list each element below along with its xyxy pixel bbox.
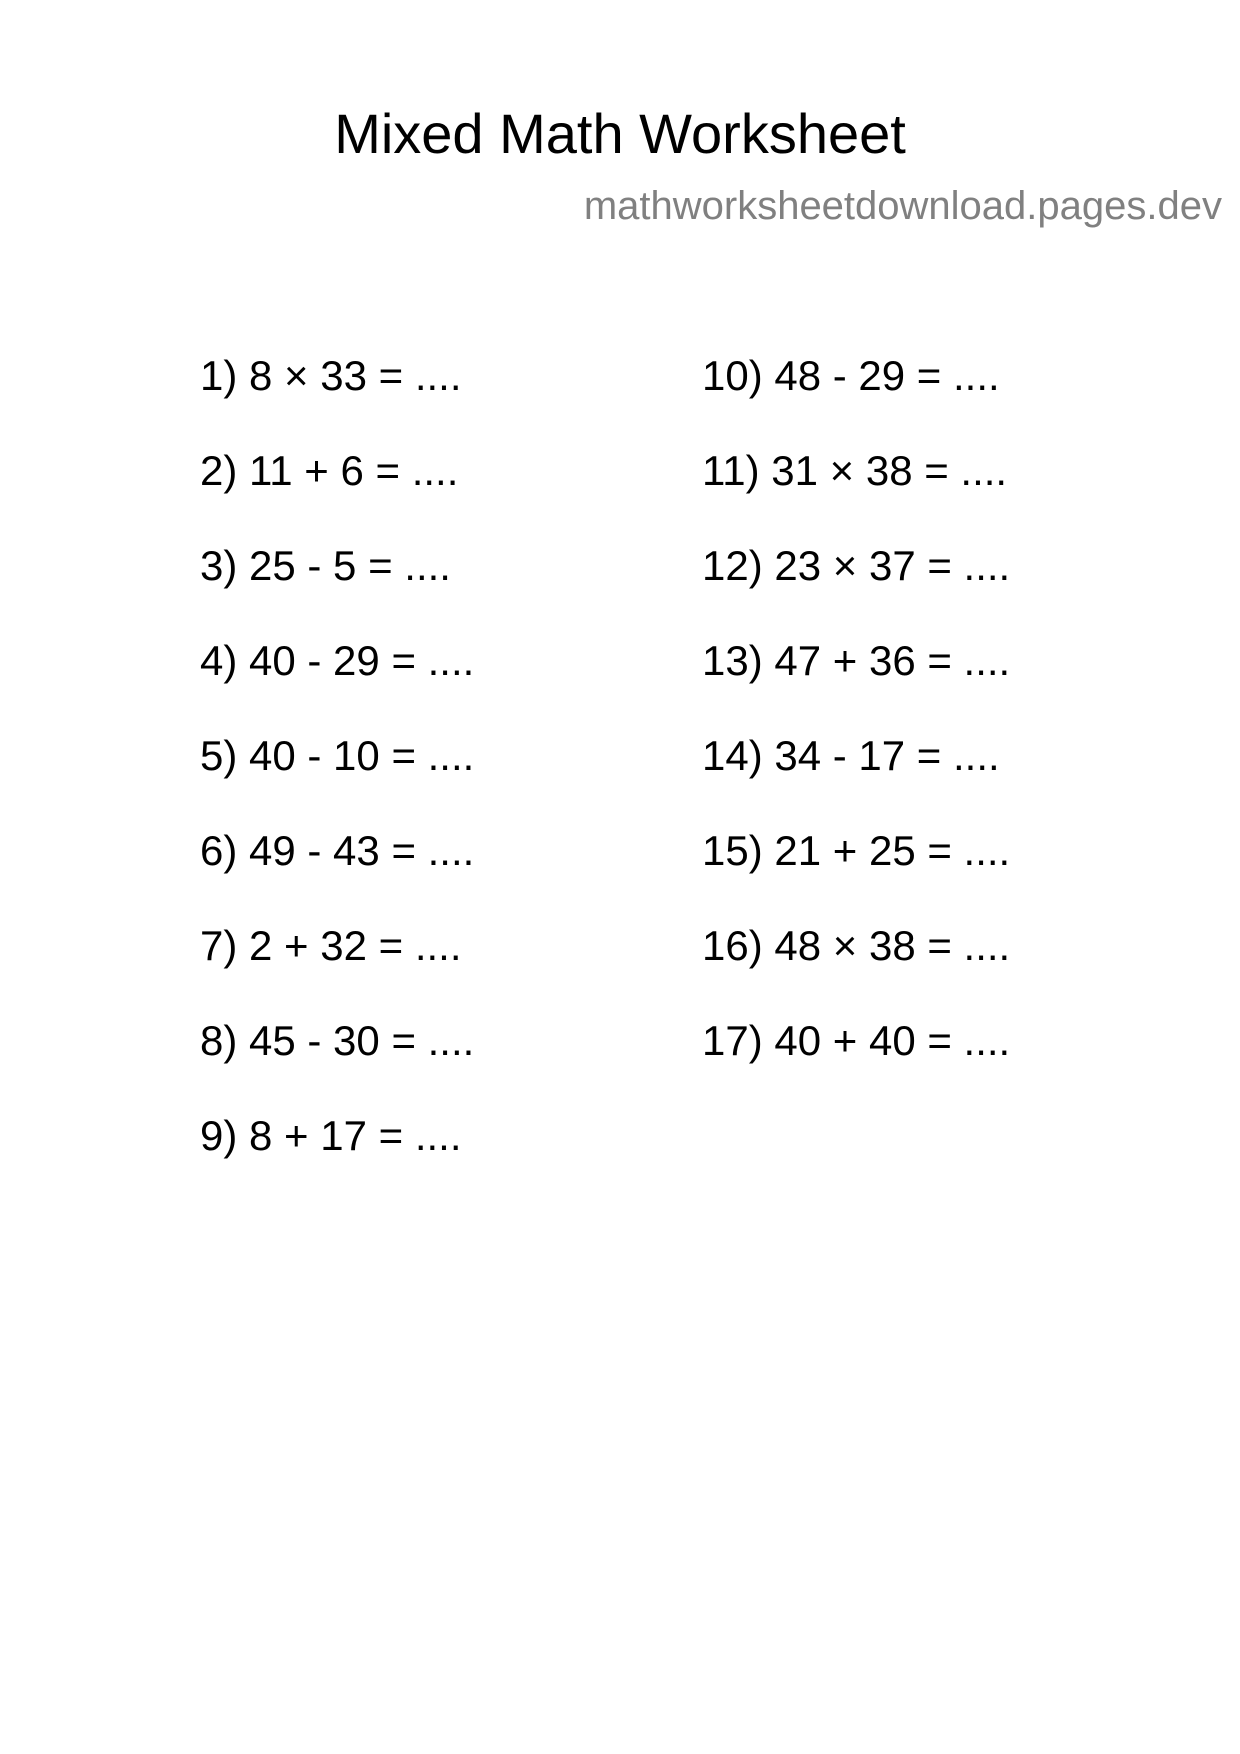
problem-9: 9) 8 + 17 = .... (200, 1112, 462, 1159)
problem-7: 7) 2 + 32 = .... (200, 922, 462, 969)
problem-column-right (702, 349, 1010, 1109)
problem-3: 3) 25 - 5 = .... (200, 542, 451, 589)
problem-6: 6) 49 - 43 = .... (200, 827, 475, 874)
problem-15: 15) 21 + 25 = .... (702, 827, 1011, 874)
problem-16: 16) 48 × 38 = .... (702, 922, 1011, 969)
worksheet-title: Mixed Math Worksheet (334, 102, 906, 165)
problem-13: 13) 47 + 36 = .... (702, 637, 1011, 684)
problem-1: 1) 8 × 33 = .... (200, 352, 462, 399)
problem-4: 4) 40 - 29 = .... (200, 637, 475, 684)
problem-17: 17) 40 + 40 = .... (702, 1017, 1011, 1064)
source-url: mathworksheetdownload.pages.dev (583, 184, 1222, 228)
problem-column-left (200, 349, 474, 1204)
problem-14: 14) 34 - 17 = .... (702, 732, 1000, 779)
problem-11: 11) 31 × 38 = .... (702, 447, 1008, 494)
problem-2: 2) 11 + 6 = .... (200, 447, 459, 494)
problem-5: 5) 40 - 10 = .... (200, 732, 475, 779)
problem-10: 10) 48 - 29 = .... (702, 352, 1000, 399)
problem-8: 8) 45 - 30 = .... (200, 1017, 475, 1064)
problem-12: 12) 23 × 37 = .... (702, 542, 1011, 589)
